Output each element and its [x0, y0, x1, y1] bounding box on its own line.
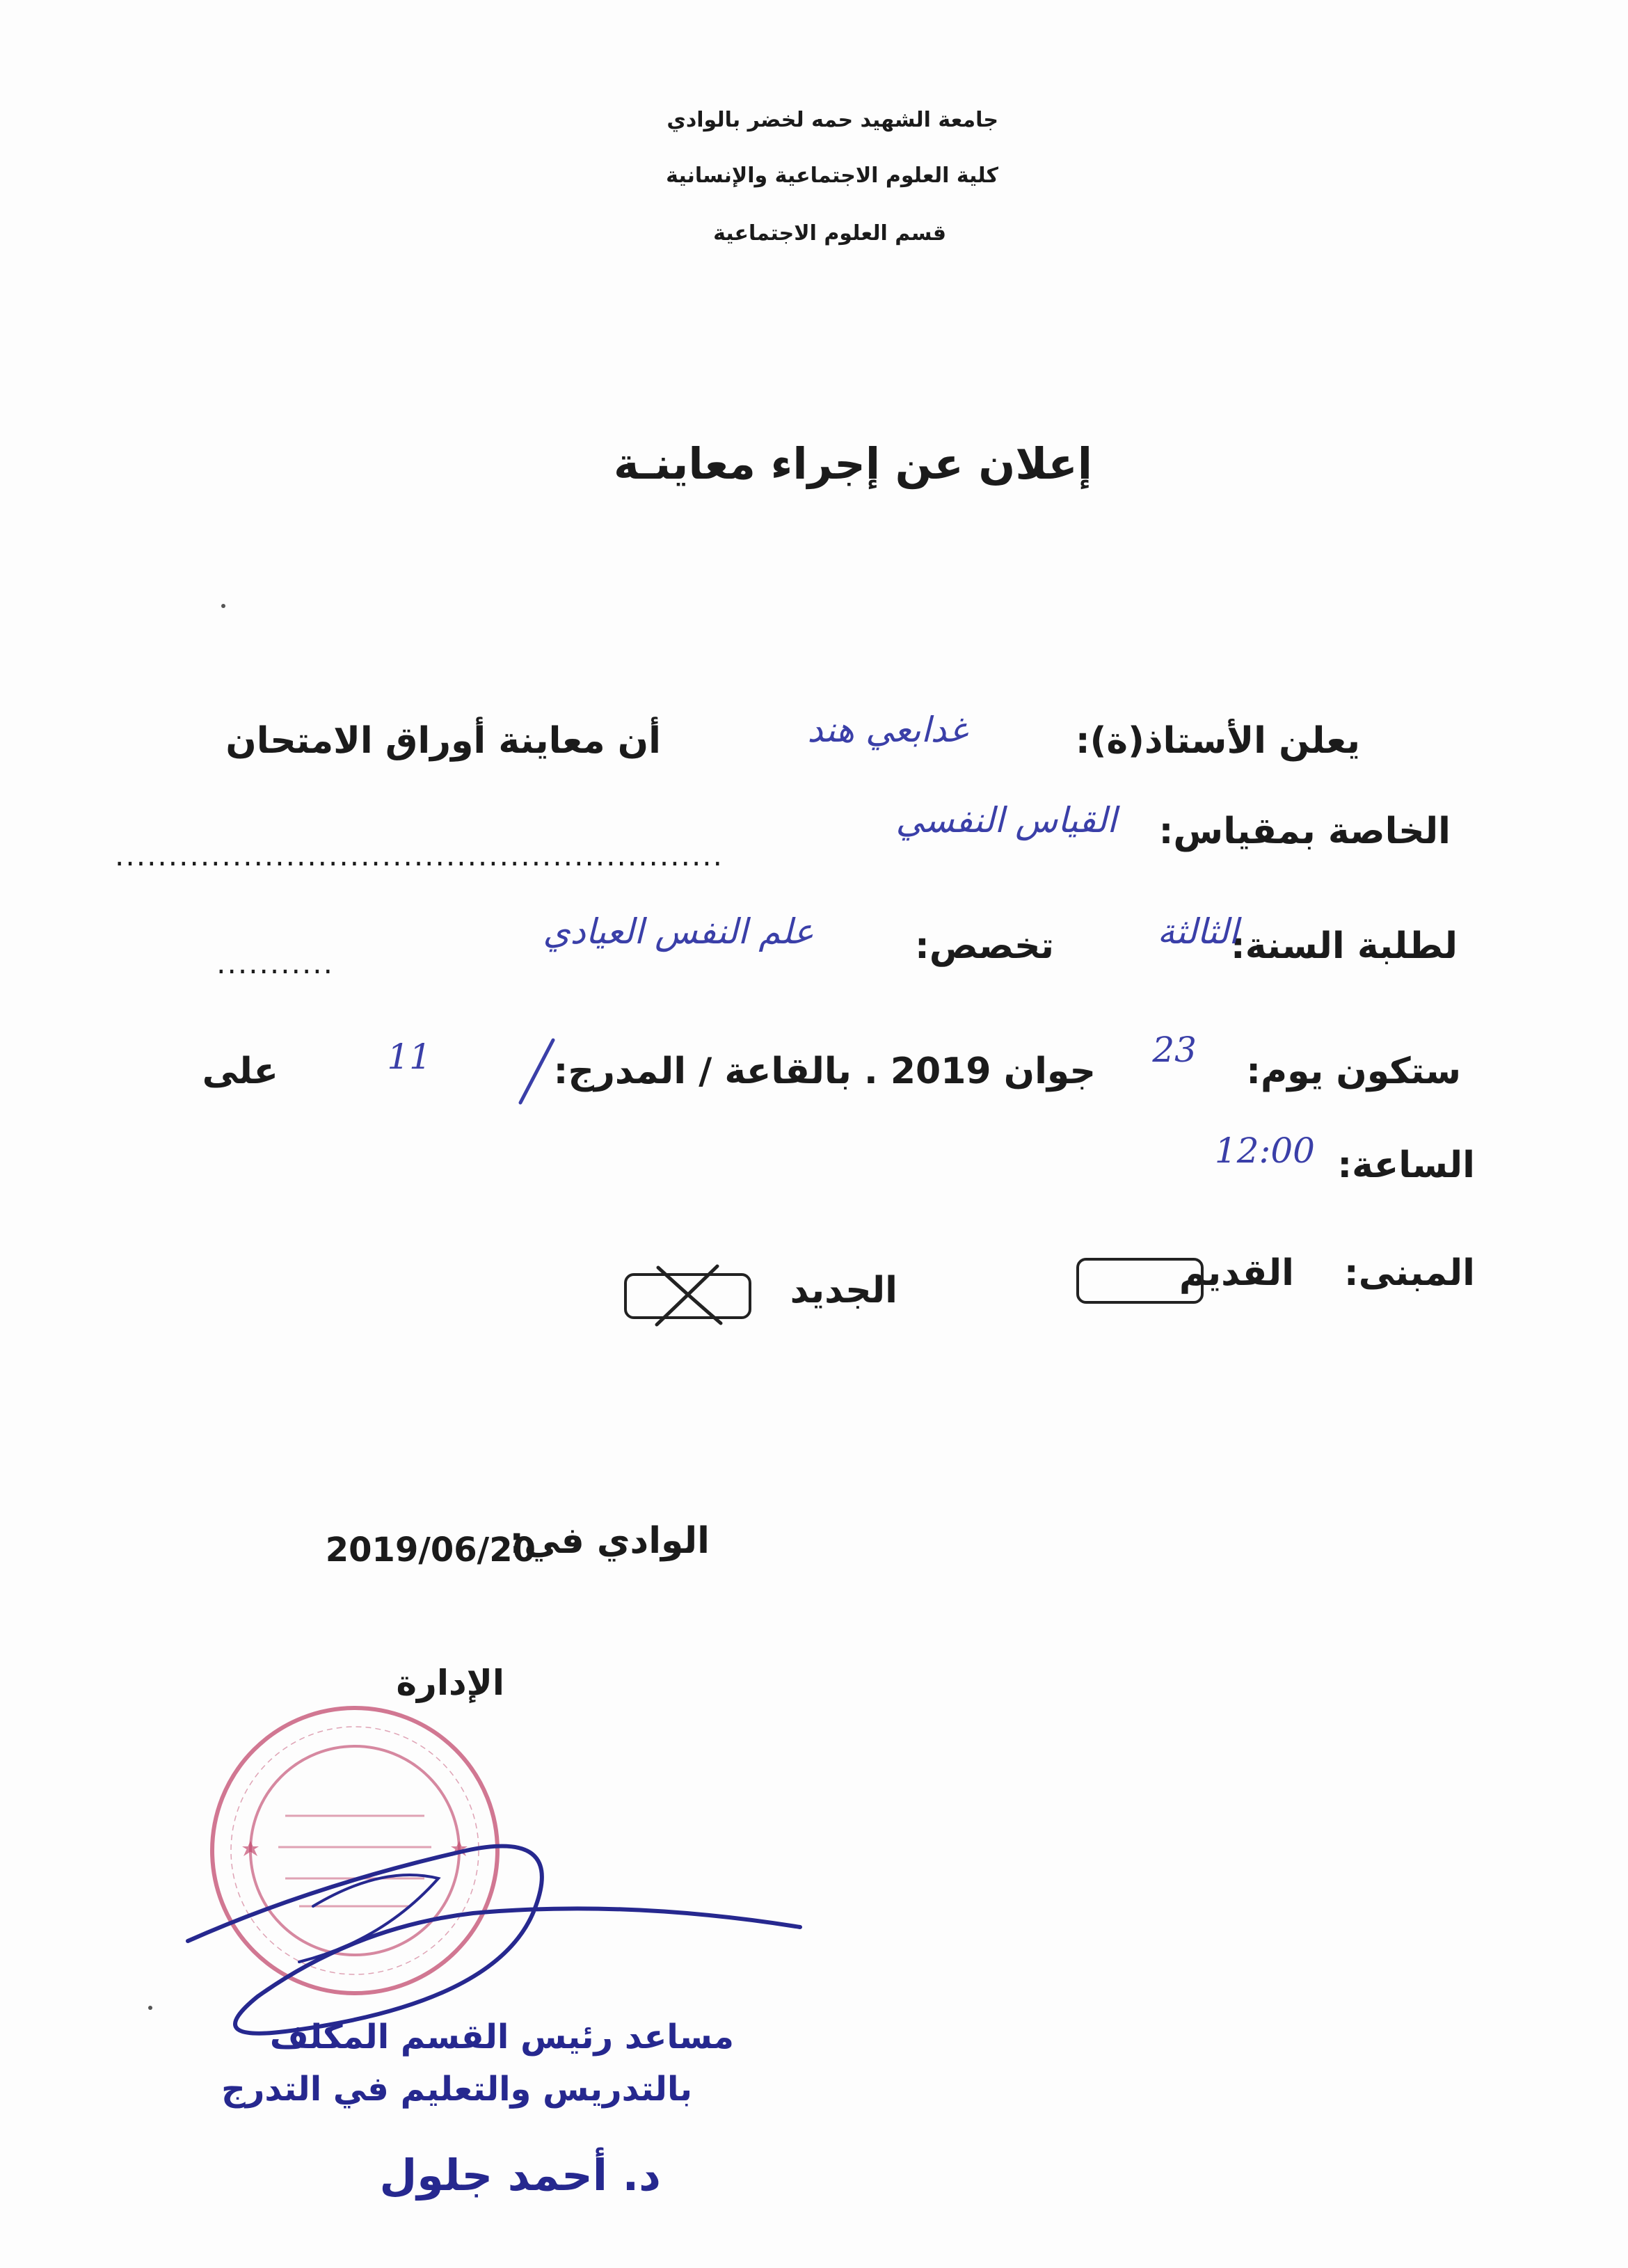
year-value: الثالثة — [1157, 911, 1238, 952]
subject-label: الخاصة بمقياس: — [1158, 810, 1451, 852]
subject-dots: ......................................................... — [115, 838, 724, 872]
on-label: على — [202, 1051, 278, 1092]
signatory-role-line1: مساعد رئيس القسم المكلف — [269, 2018, 734, 2057]
scan-speck — [221, 604, 225, 608]
department-name: قسم العلوم الاجتماعية — [713, 221, 946, 246]
year-label: لطلبة السنة: — [1230, 925, 1458, 967]
x-check-icon — [651, 1262, 728, 1328]
administration-label: الإدارة — [396, 1663, 504, 1703]
specialty-label: تخصص: — [915, 925, 1054, 967]
day-value: 23 — [1152, 1030, 1197, 1070]
specialty-value: علم النفس العيادي — [543, 911, 814, 952]
page-title: إعلان عن إجراء معاينـة — [614, 438, 1092, 489]
hall-value: 11 — [387, 1037, 431, 1077]
signatory-role-line2: بالتدريس والتعليم في التدرج — [221, 2070, 692, 2109]
time-label: الساعة: — [1337, 1144, 1475, 1186]
specialty-dots: ........... — [216, 946, 334, 980]
subject-value: القياس النفسي — [895, 800, 1117, 840]
faculty-name: كلية العلوم الاجتماعية والإنسانية — [666, 163, 998, 188]
month-hall-label: جوان 2019 . بالقاعة / المدرج: — [553, 1051, 1096, 1092]
signatory-name: د. أحمد جلول — [379, 2150, 661, 2201]
day-label: ستكون يوم: — [1246, 1051, 1461, 1092]
announce-prefix: يعلن الأستاذ(ة): — [1075, 720, 1360, 762]
date-label: الوادي في: — [509, 1520, 710, 1562]
building-label: المبنى: — [1343, 1252, 1475, 1294]
time-value: 12:00 — [1214, 1131, 1315, 1171]
building-old-checkbox[interactable] — [1076, 1258, 1204, 1304]
announce-suffix: أن معاينة أوراق الامتحان — [225, 720, 661, 762]
professor-name: غدابعي هند — [807, 710, 967, 750]
building-old-label: القديم — [1179, 1252, 1294, 1294]
building-new-label: الجديد — [790, 1270, 897, 1311]
university-name: جامعة الشهيد حمه لخضر بالوادي — [667, 108, 998, 132]
scan-speck — [148, 2006, 152, 2010]
strike-mark — [515, 1037, 557, 1106]
building-new-checkbox[interactable] — [624, 1273, 751, 1319]
date-value: 2019/06/20 — [325, 1531, 536, 1570]
